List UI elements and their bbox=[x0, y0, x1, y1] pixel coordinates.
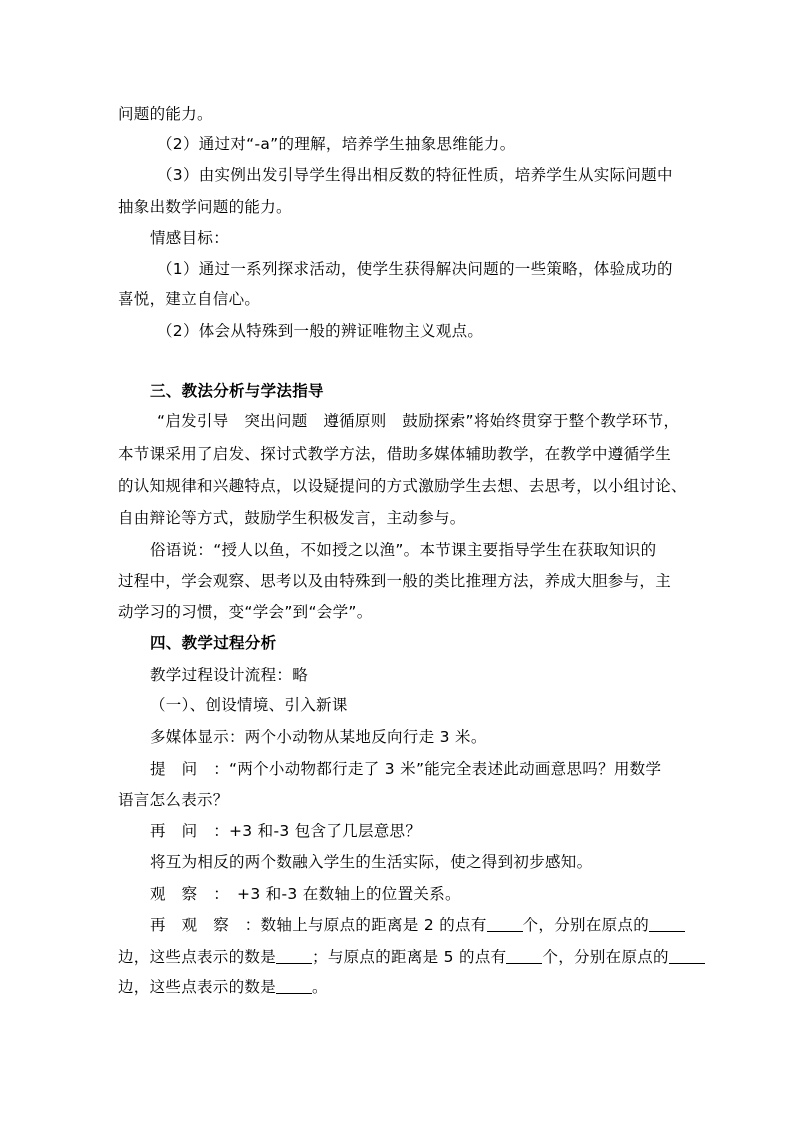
section-heading-3: 三、教法分析与学法指导 bbox=[150, 382, 324, 400]
section-heading-4: 四、教学过程分析 bbox=[150, 634, 277, 652]
paragraph-line: （1）通过一系列探求活动，使学生获得解决问题的一些策略，体验成功的 bbox=[157, 260, 673, 278]
paragraph-line: （2）体会从特殊到一般的辨证唯物主义观点。 bbox=[157, 322, 484, 340]
paragraph-line: 的认知规律和兴趣特点，以设疑提问的方式激励学生去想、去思考，以小组讨论、 bbox=[118, 477, 687, 495]
fill-in-line bbox=[118, 946, 705, 968]
paragraph-line: 教学过程设计流程：略 bbox=[150, 666, 309, 684]
line-text: 个，分别在原点的 bbox=[542, 948, 669, 966]
paragraph-line: 语言怎么表示？ bbox=[118, 791, 229, 809]
paragraph-line: 提 问 ：“两个小动物都行走了 3 米”能完全表述此动画意思吗？用数学 bbox=[150, 760, 662, 778]
paragraph-line: 情感目标： bbox=[150, 229, 230, 247]
paragraph-line: （3）由实例出发引导学生得出相反数的特征性质，培养学生从实际问题中 bbox=[157, 166, 673, 184]
line-text: 再 观 察 ：数轴上与原点的距离是 2 的点有 bbox=[150, 916, 487, 934]
line-text: 个，分别在原点的 bbox=[522, 916, 650, 934]
line-text: ；与原点的距离是 5 的点有 bbox=[312, 948, 507, 966]
fill-in-line bbox=[118, 976, 328, 998]
answer-blank[interactable] bbox=[276, 949, 312, 964]
paragraph-line: 多媒体显示：两个小动物从某地反向行走 3 米。 bbox=[150, 728, 487, 746]
paragraph-line: 抽象出数学问题的能力。 bbox=[118, 198, 292, 216]
answer-blank[interactable] bbox=[487, 917, 523, 932]
paragraph-line: 本节课采用了启发、探讨式教学方法，借助多媒体辅助教学，在教学中遵循学生 bbox=[118, 445, 672, 463]
answer-blank[interactable] bbox=[276, 979, 312, 994]
line-text: 边，这些点表示的数是 bbox=[118, 948, 277, 966]
paragraph-line: 过程中，学会观察、思考以及由特殊到一般的类比推理方法，养成大胆参与，主 bbox=[118, 572, 672, 590]
paragraph-line: 俗语说：“授人以鱼，不如授之以渔”。本节课主要指导学生在获取知识的 bbox=[150, 541, 657, 559]
paragraph-line: 观 察 ： +3 和-3 在数轴上的位置关系。 bbox=[150, 885, 461, 903]
paragraph-line: 喜悦，建立自信心。 bbox=[118, 290, 261, 308]
answer-blank[interactable] bbox=[649, 917, 685, 932]
paragraph-line: “启发引导 突出问题 遵循原则 鼓励探索”将始终贯穿于整个教学环节， bbox=[157, 412, 680, 430]
paragraph-line: 再 问 ：+3 和-3 包含了几层意思？ bbox=[150, 822, 422, 840]
paragraph-line: 自由辩论等方式，鼓励学生积极发言，主动参与。 bbox=[118, 509, 466, 527]
fill-in-line bbox=[150, 914, 685, 936]
paragraph-line: 问题的能力。 bbox=[118, 105, 213, 123]
paragraph-line: 动学习的习惯，变“学会”到“会学”。 bbox=[118, 603, 373, 621]
answer-blank[interactable] bbox=[506, 949, 542, 964]
line-text: 。 bbox=[312, 978, 328, 996]
paragraph-line: 将互为相反的两个数融入学生的生活实际，使之得到初步感知。 bbox=[150, 853, 593, 871]
paragraph-line: （2）通过对“-a”的理解，培养学生抽象思维能力。 bbox=[157, 135, 516, 153]
answer-blank[interactable] bbox=[669, 949, 705, 964]
paragraph-line: （一）、创设情境、引入新课 bbox=[150, 696, 348, 714]
line-text: 边，这些点表示的数是 bbox=[118, 978, 277, 996]
